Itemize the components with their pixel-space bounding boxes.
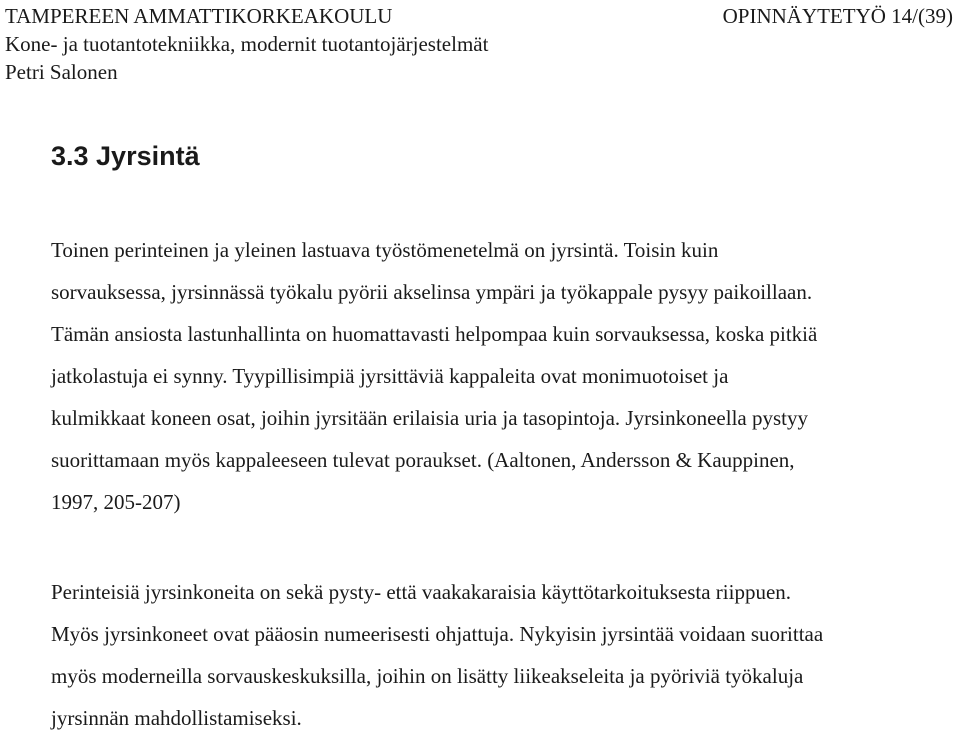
paragraph-line: sorvauksessa, jyrsinnässä työkalu pyörii akselinsa ympäri ja työkappale pysyy paikoillaan. xyxy=(51,280,813,304)
paragraph-line: Perinteisiä jyrsinkoneita on sekä pysty- että vaakakaraisia käyttötarkoituksesta riippuen. xyxy=(51,580,792,604)
institution-name: TAMPEREEN AMMATTIKORKEAKOULU xyxy=(5,4,393,28)
paragraph-line: Myös jyrsinkoneet ovat pääosin numeerisesti ohjattuja. Nykyisin jyrsintää voidaan suorittaa xyxy=(51,622,824,646)
paragraph-line: jatkolastuja ei synny. Tyypillisimpiä jyrsittäviä kappaleita ovat monimuotoiset ja xyxy=(51,364,729,388)
paragraph-line: kulmikkaat koneen osat, joihin jyrsitään erilaisia uria ja tasopintoja. Jyrsinkoneella pystyy xyxy=(51,406,808,430)
paragraph-line: Toinen perinteinen ja yleinen lastuava työstömenetelmä on jyrsintä. Toisin kuin xyxy=(51,238,719,262)
body-paragraph-1 xyxy=(51,229,956,523)
document-type-page-number: OPINNÄYTETYÖ 14/(39) xyxy=(722,4,953,28)
paragraph-line: Tämän ansiosta lastunhallinta on huomattavasti helpompaa kuin sorvauksessa, koska pitkiä xyxy=(51,322,818,346)
paragraph-line: myös moderneilla sorvauskeskuksilla, joihin on lisätty liikeakseleita ja pyöriviä työkaluja xyxy=(51,664,804,688)
author-name: Petri Salonen xyxy=(5,60,118,84)
department-name: Kone- ja tuotantotekniikka, modernit tuotantojärjestelmät xyxy=(5,32,489,56)
header-top-row xyxy=(5,2,953,30)
paragraph-line: suorittamaan myös kappaleeseen tulevat poraukset. (Aaltonen, Andersson & Kauppinen, xyxy=(51,448,795,472)
body-paragraph-2 xyxy=(51,571,956,739)
paragraph-line: jyrsinnän mahdollistamiseksi. xyxy=(51,706,302,730)
section-heading: 3.3 Jyrsintä xyxy=(51,141,200,171)
page-header xyxy=(5,2,953,86)
paragraph-line: 1997, 205-207) xyxy=(51,490,181,514)
